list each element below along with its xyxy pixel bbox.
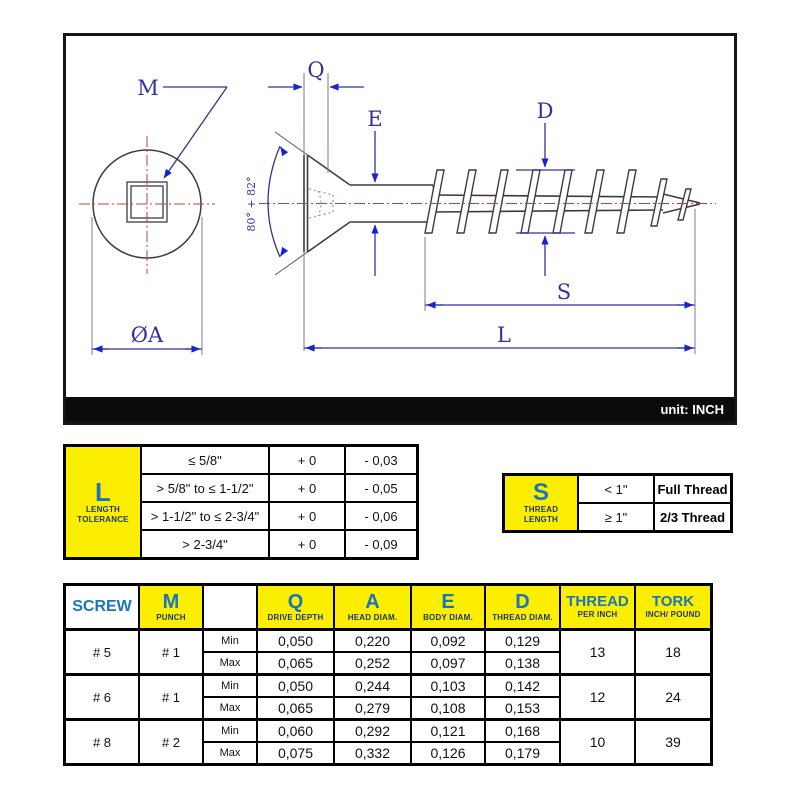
front-view-centerlines <box>79 136 215 274</box>
col-header-q-sub: DRIVE DEPTH <box>267 612 324 622</box>
screw-size: # 8 <box>65 720 140 765</box>
spec-row-6-min <box>65 675 712 698</box>
q-max: 0,065 <box>257 652 334 675</box>
spec-row-8-min <box>65 720 712 743</box>
unit-label: unit: INCH <box>660 402 724 417</box>
thread-length-table <box>502 473 733 533</box>
q-min: 0,050 <box>257 675 334 698</box>
d-min: 0,129 <box>485 630 560 653</box>
l-table-title-line2: TOLERANCE <box>77 515 129 524</box>
tolerance-range: > 5/8" to ≤ 1-1/2" <box>141 474 269 502</box>
tolerance-plus: + 0 <box>269 530 345 559</box>
tolerance-minus: - 0,09 <box>345 530 418 559</box>
col-header-m <box>139 585 203 630</box>
s-table-letter: S <box>532 479 549 506</box>
tork-value: 24 <box>635 675 712 720</box>
tork-value: 18 <box>635 630 712 675</box>
s-table-title-line1: THREAD <box>523 505 559 514</box>
screw-spec-table <box>63 583 713 766</box>
d-max: 0,179 <box>485 742 560 765</box>
a-max: 0,332 <box>334 742 411 765</box>
body-diam-dim-label: E <box>367 107 383 131</box>
thread-per-inch: 13 <box>560 630 635 675</box>
tolerance-plus: + 0 <box>269 502 345 530</box>
minmax-label: Max <box>203 652 257 675</box>
minmax-label: Max <box>203 742 257 765</box>
col-header-thread-word: THREAD <box>566 592 629 610</box>
tolerance-minus: - 0,03 <box>345 446 418 475</box>
col-header-a-letter: A <box>365 590 380 613</box>
col-header-q-letter: Q <box>287 590 304 613</box>
col-header-d-sub: THREAD DIAM. <box>492 612 553 622</box>
col-header-thread <box>560 585 635 630</box>
e-max: 0,126 <box>411 742 485 765</box>
punch-size: # 1 <box>139 675 203 720</box>
q-max: 0,065 <box>257 697 334 720</box>
col-header-a-sub: HEAD DIAM. <box>347 612 398 622</box>
q-min: 0,060 <box>257 720 334 743</box>
q-min: 0,050 <box>257 630 334 653</box>
col-header-e-sub: BODY DIAM. <box>423 612 473 622</box>
head-angle-label: 80° + 82° <box>245 176 258 232</box>
col-header-d-letter: D <box>515 590 530 613</box>
tolerance-plus: + 0 <box>269 474 345 502</box>
a-min: 0,292 <box>334 720 411 743</box>
col-header-e <box>411 585 485 630</box>
thread-per-inch: 12 <box>560 675 635 720</box>
e-max: 0,097 <box>411 652 485 675</box>
a-max: 0,252 <box>334 652 411 675</box>
thread-length-value: 2/3 Thread <box>654 503 732 532</box>
drive-depth-dim-label: Q <box>307 58 325 82</box>
thread-length-dim-label: S <box>556 280 572 304</box>
thread-per-inch: 10 <box>560 720 635 765</box>
s-table-title-line2: LENGTH <box>523 515 559 524</box>
col-header-minmax-blank <box>203 585 257 630</box>
a-min: 0,244 <box>334 675 411 698</box>
length-tolerance-table <box>63 444 419 560</box>
minmax-label: Min <box>203 630 257 653</box>
col-header-screw: SCREW <box>65 585 140 630</box>
col-header-d <box>485 585 560 630</box>
spec-header-row <box>65 585 712 630</box>
thread-length-condition: ≥ 1" <box>578 503 654 532</box>
col-header-tork-sub: INCH/ POUND <box>645 610 701 620</box>
minmax-label: Min <box>203 720 257 743</box>
col-header-e-letter: E <box>441 590 455 613</box>
screw-size: # 5 <box>65 630 140 675</box>
minmax-label: Min <box>203 675 257 698</box>
extension-lines <box>92 73 695 355</box>
punch-dim-label: M <box>137 76 159 100</box>
tork-value: 39 <box>635 720 712 765</box>
col-header-m-sub: PUNCH <box>156 612 186 622</box>
unit-label-bar <box>66 397 734 422</box>
e-min: 0,092 <box>411 630 485 653</box>
thread-flights <box>425 170 691 233</box>
head-diam-dim-label: ØA <box>130 323 164 347</box>
l-table-header-cell <box>65 446 142 559</box>
col-header-thread-sub: PER INCH <box>577 610 618 620</box>
thread-length-condition: < 1" <box>578 475 654 504</box>
d-min: 0,142 <box>485 675 560 698</box>
e-min: 0,103 <box>411 675 485 698</box>
a-max: 0,279 <box>334 697 411 720</box>
screw-drawing <box>66 36 734 397</box>
spec-row-5-min <box>65 630 712 653</box>
col-header-tork <box>635 585 712 630</box>
tolerance-minus: - 0,05 <box>345 474 418 502</box>
s-table-header-cell <box>504 475 579 532</box>
punch-size: # 1 <box>139 630 203 675</box>
col-header-a <box>334 585 411 630</box>
l-table-title-line1: LENGTH <box>85 505 121 514</box>
a-min: 0,220 <box>334 630 411 653</box>
tolerance-range: ≤ 5/8" <box>141 446 269 475</box>
l-table-letter: L <box>95 477 111 507</box>
d-max: 0,138 <box>485 652 560 675</box>
length-dim-label: L <box>497 323 511 347</box>
tolerance-minus: - 0,06 <box>345 502 418 530</box>
col-header-m-letter: M <box>162 590 180 613</box>
technical-drawing-panel <box>63 33 737 425</box>
thread-diam-dim-label: D <box>536 99 554 123</box>
d-max: 0,153 <box>485 697 560 720</box>
minmax-label: Max <box>203 697 257 720</box>
tolerance-range: > 2-3/4" <box>141 530 269 559</box>
tolerance-plus: + 0 <box>269 446 345 475</box>
tolerance-range: > 1-1/2" to ≤ 2-3/4" <box>141 502 269 530</box>
d-min: 0,168 <box>485 720 560 743</box>
screw-size: # 6 <box>65 675 140 720</box>
dimension-lines <box>92 87 695 349</box>
col-header-tork-word: TORK <box>651 592 695 610</box>
e-min: 0,121 <box>411 720 485 743</box>
col-header-q <box>257 585 334 630</box>
e-max: 0,108 <box>411 697 485 720</box>
thread-length-value: Full Thread <box>654 475 732 504</box>
q-max: 0,075 <box>257 742 334 765</box>
punch-size: # 2 <box>139 720 203 765</box>
